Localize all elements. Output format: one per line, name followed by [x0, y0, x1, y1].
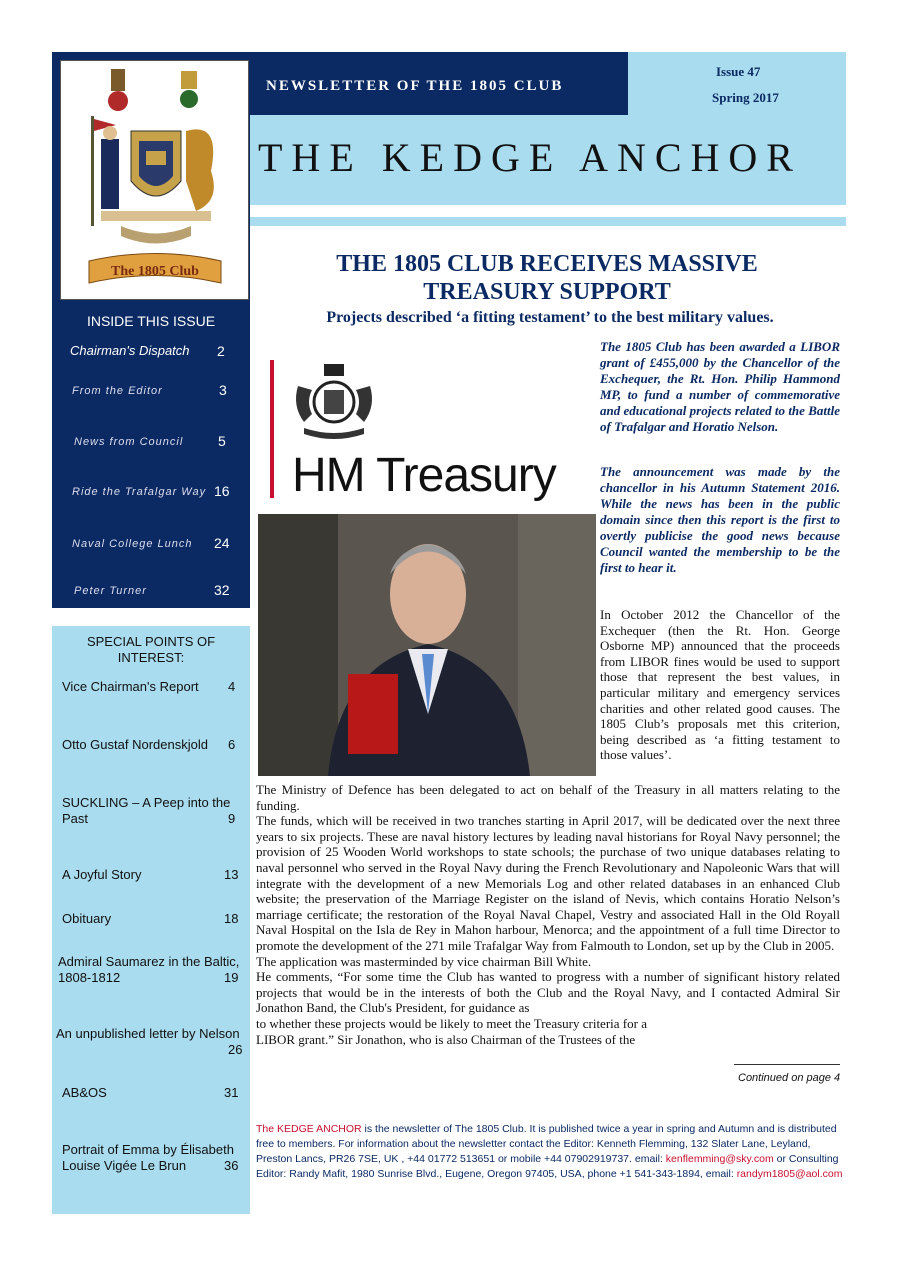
special-item-page: 9 — [228, 811, 236, 826]
continued-rule — [734, 1064, 840, 1065]
toc-item-label[interactable]: Peter Turner — [74, 585, 147, 597]
article-para: The Ministry of Defence has been delegated to act on behalf of the Treasury in all matters relating to the funding. — [256, 782, 840, 813]
special-item-page: 19 — [224, 970, 239, 985]
special-item-label[interactable]: AB&OS — [62, 1085, 107, 1100]
toc-item-page: 24 — [214, 535, 230, 551]
special-title: SPECIAL POINTS OF INTEREST: — [86, 634, 216, 665]
toc-item-page: 3 — [219, 382, 227, 398]
article-para: LIBOR grant.” Sir Jonathon, who is also Chairman of the Trustees of the — [256, 1031, 636, 1047]
toc-item-label[interactable]: Naval College Lunch — [72, 538, 193, 550]
footer-name: KEDGE ANCHOR — [277, 1123, 362, 1135]
special-item-label[interactable]: A Joyful Story — [62, 867, 142, 882]
consulting-editor-email-link[interactable]: randym1805@aol.com — [736, 1168, 843, 1180]
toc-item-page: 32 — [214, 582, 230, 598]
crest-icon — [61, 61, 248, 299]
hm-treasury-text: HM Treasury — [292, 449, 556, 502]
article-subhead: Projects described ‘a fitting testament’ to the best military values. — [326, 309, 774, 326]
toc-item-page: 16 — [214, 483, 230, 499]
special-item-page: 6 — [228, 737, 236, 752]
continued-link[interactable]: Continued on page 4 — [738, 1072, 841, 1084]
toc-item-label[interactable]: Ride the Trafalgar Way — [72, 486, 207, 498]
footer-text: or Consulting Editor: Randy Mafit, 1980 Sunrise Blvd., Eugene, Oregon 97405, USA, phone +1 541-343-1894, email: — [256, 1153, 839, 1180]
special-item-page: 31 — [224, 1085, 239, 1100]
special-item-label[interactable]: Obituary — [62, 911, 112, 926]
article-para: The funds, which will be received in two tranches starting in April 2017, will be dedicated over the next three years to six projects. These are naval history lectures by leading naval historians for Royal Navy personnel; the provision of 25 Wooden World workshops to state schools; the purchase of two unique databases relating to naval personnel who served in the Royal Navy during the French Revolutionary and Napoleonic Wars that will integrate with the development of a new Memorials Log and other related databases in an enhanced Club website; the preservation of the Marriage Register on the island of Nevis, which contains Horatio Nelson’s marriage certificate; the restoration of the Royal Naval Chapel, Vestry and associated Hall in the Old Royall Naval Hospital on the Isla de Rey in Mahon harbour, Menorca; and the appointment of a full time Director to promote the development of the 271 mile Trafalgar Way from Falmouth to London, set up by the Club in 2005. — [256, 813, 840, 953]
toc-item-page: 5 — [218, 433, 226, 449]
special-item-page: 18 — [224, 911, 239, 926]
inside-title: INSIDE THIS ISSUE — [86, 313, 216, 329]
newsletter-label: NEWSLETTER OF THE 1805 CLUB — [266, 78, 564, 94]
special-item-label[interactable]: Portrait of Emma by Élisabeth Louise Vigée Le Brun — [62, 1142, 234, 1173]
logo-red-bar — [270, 360, 274, 498]
article-intro-2: The announcement was made by the chancellor in his Autumn Statement 2016. While the news has been in the public domain since then this report is the first to overtly publicise the good news because Council wanted the membership to be the first to hear it. — [600, 464, 840, 575]
issue-season: Spring 2017 — [712, 90, 779, 105]
toc-item-label[interactable]: From the Editor — [72, 385, 163, 397]
special-item-page: 26 — [228, 1042, 243, 1057]
issue-number: Issue 47 — [716, 64, 761, 79]
special-item-page: 36 — [224, 1158, 239, 1173]
masthead-title: THE KEDGE ANCHOR — [258, 135, 802, 180]
article-para: The application was masterminded by vice chairman Bill White. — [256, 953, 592, 969]
special-item-label[interactable]: Vice Chairman's Report — [62, 679, 199, 694]
article-para: He comments, “For some time the Club has wanted to progress with a number of significant history related projects that would be in the interests of both the Club and the Royal Navy, and I contacted Admiral Sir Jonathon Band, the Club's President, for guidance as — [256, 969, 840, 1016]
toc-item-label[interactable]: Chairman's Dispatch — [70, 343, 190, 358]
article-body — [256, 782, 840, 1047]
article-para: to whether these projects would be likely to meet the Treasury criteria for a — [256, 1015, 647, 1031]
crest-banner-text: The 1805 Club — [111, 264, 199, 279]
special-item-label[interactable]: SUCKLING – A Peep into the Past — [62, 795, 231, 826]
article-para-right: In October 2012 the Chancellor of the Exchequer (then the Rt. Hon. George Osborne MP) announced that the proceeds from LIBOR fines would be used to support those that represent the best values, in particular military and emergency services charities and other related good causes. The 1805 Club’s proposals met this criterion, being described as ‘a fitting testament to those values’. — [600, 607, 840, 763]
special-item-label[interactable]: An unpublished letter by Nelson — [56, 1026, 240, 1041]
footer-text: The — [256, 1123, 278, 1135]
special-item-label[interactable]: Otto Gustaf Nordenskjold — [62, 737, 208, 752]
special-item-label[interactable]: Admiral Saumarez in the Baltic, 1808-1812 — [58, 954, 240, 985]
club-crest — [60, 60, 249, 300]
article-intro-1: The 1805 Club has been awarded a LIBOR grant of £455,000 by the Chancellor of the Exchequer, the Rt. Hon. Philip Hammond MP, to fund a number of commemorative and educational projects related to the Battle of Trafalgar and Horatio Nelson. — [600, 339, 840, 434]
special-item-page: 13 — [224, 867, 239, 882]
article-headline: THE 1805 CLUB RECEIVES MASSIVE TREASURY SUPPORT — [336, 251, 758, 305]
header-divider — [250, 217, 846, 226]
footer-text: is the newsletter of The 1805 Club. It is published twice a year in spring and Autumn and is distributed free to members. For information about the newsletter contact the Editor: Kenneth Flemming, 132 Slater Lane, Leyland, Preston Lancs, PR26 7SE, UK , +44 01772 513651 or mobile +44 07902919737. email: — [256, 1123, 837, 1165]
special-item-page: 4 — [228, 679, 236, 694]
royal-arms-icon — [290, 362, 378, 445]
chancellor-photo — [258, 514, 596, 776]
toc-item-label[interactable]: News from Council — [74, 436, 184, 448]
toc-item-page: 2 — [217, 343, 225, 359]
footer-info — [256, 1122, 846, 1182]
editor-email-link[interactable]: kenflemming@sky.com — [665, 1153, 774, 1165]
